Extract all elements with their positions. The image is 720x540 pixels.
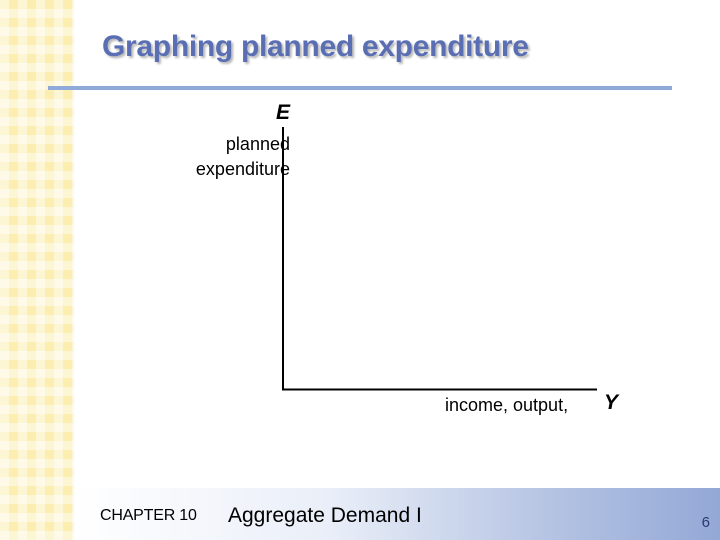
footer-topic: Aggregate Demand I xyxy=(228,504,422,527)
slide-title: Graphing planned expenditure xyxy=(102,30,529,63)
y-axis-variable: E xyxy=(276,101,291,124)
y-axis-label-line-2: expenditure xyxy=(195,159,290,179)
footer-chapter: CHAPTER 10 xyxy=(100,507,197,524)
x-axis-variable: Y xyxy=(604,391,619,414)
y-axis-label xyxy=(130,132,290,182)
x-axis-label: income, output, xyxy=(445,395,569,415)
page-number: 6 xyxy=(701,514,710,531)
y-axis-label-line-1: planned xyxy=(225,134,290,154)
